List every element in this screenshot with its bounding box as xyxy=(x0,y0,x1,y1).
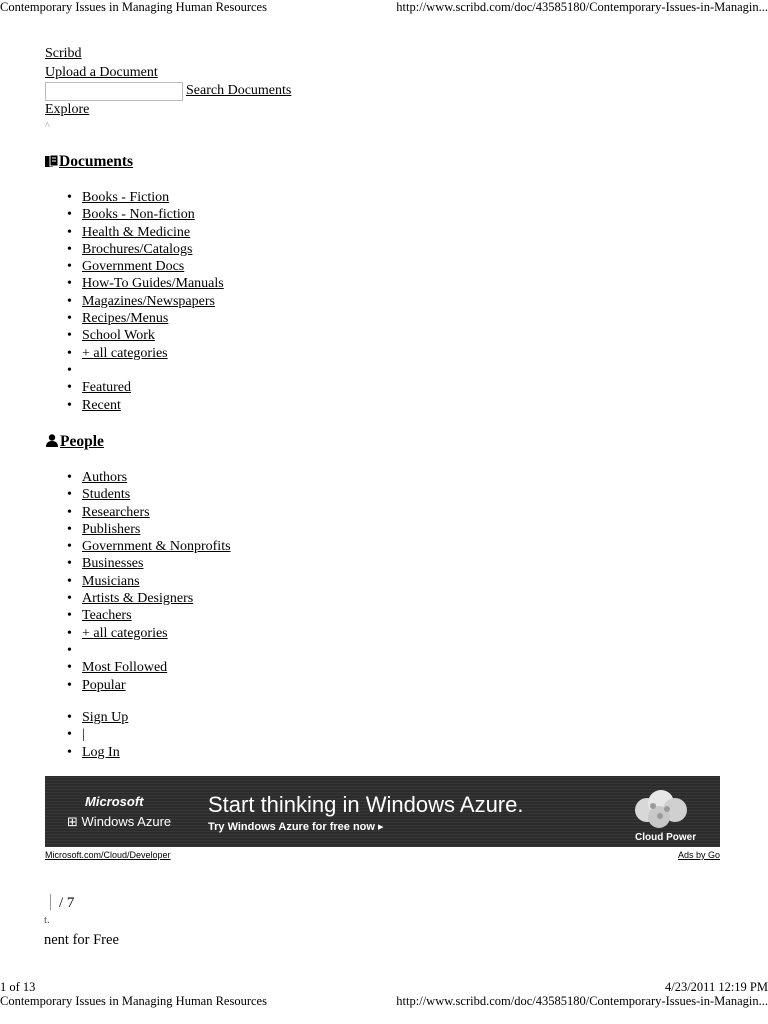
separator: | xyxy=(82,727,85,743)
people-category-list xyxy=(65,469,231,694)
people-category-item xyxy=(65,521,231,538)
people-category-link[interactable]: Authors xyxy=(82,470,128,485)
documents-heading-link[interactable]: Documents xyxy=(59,153,134,170)
documents-category-link[interactable]: Health & Medicine xyxy=(82,224,191,240)
person-icon xyxy=(45,434,59,452)
people-category-link[interactable]: Musicians xyxy=(82,573,140,589)
documents-category-item xyxy=(65,206,224,223)
print-footer-page: 1 of 13 xyxy=(0,980,36,994)
people-category-item xyxy=(65,677,231,694)
documents-category-link[interactable]: How-To Guides/Manuals xyxy=(82,276,224,292)
cloud-icon xyxy=(629,788,691,830)
page-counter: / 7 xyxy=(44,894,74,912)
documents-category-item xyxy=(65,379,224,396)
account-item xyxy=(65,744,128,761)
ad-cta[interactable]: Try Windows Azure for free now ▸ xyxy=(208,821,384,833)
people-category-item xyxy=(65,469,231,486)
search-input[interactable] xyxy=(45,82,183,101)
documents-category-link[interactable]: Recipes/Menus xyxy=(82,311,169,327)
ad-link[interactable]: Microsoft.com/Cloud/Developer xyxy=(45,850,171,860)
scribd-logo-link[interactable]: Scribd xyxy=(45,46,82,61)
upload-document-link[interactable]: Upload a Document xyxy=(45,64,158,80)
people-category-link[interactable]: Artists & Designers xyxy=(82,591,194,607)
documents-category-item xyxy=(65,189,224,206)
windows-logo-icon: ⊞ xyxy=(67,814,78,829)
people-category-item xyxy=(65,486,231,503)
people-category-link[interactable]: Government & Nonprofits xyxy=(82,539,231,555)
people-category-link[interactable]: Businesses xyxy=(82,556,144,572)
people-category-link[interactable]: + all categories xyxy=(82,625,168,641)
documents-category-link[interactable]: Recent xyxy=(82,397,121,413)
people-category-item xyxy=(65,573,231,590)
account-links xyxy=(65,709,128,761)
documents-category-link[interactable]: Brochures/Catalogs xyxy=(82,241,193,257)
documents-heading[interactable] xyxy=(45,153,133,172)
documents-category-link[interactable]: + all categories xyxy=(82,345,168,361)
account-link[interactable]: Sign Up xyxy=(82,710,129,725)
print-header-url: http://www.scribd.com/doc/43585180/Contemporary-Issues-in-Managin... xyxy=(396,0,768,14)
account-link[interactable]: Log In xyxy=(82,744,120,760)
documents-category-item xyxy=(65,275,224,292)
ad-brand: Microsoft xyxy=(85,794,144,809)
page-number-input[interactable] xyxy=(44,894,51,910)
people-category-item xyxy=(65,555,231,572)
documents-category-link[interactable]: Books - Fiction xyxy=(82,190,170,205)
print-header-title: Contemporary Issues in Managing Human Resources xyxy=(0,0,267,14)
people-category-item xyxy=(65,625,231,642)
ad-headline: Start thinking in Windows Azure. xyxy=(208,792,524,817)
people-category-link[interactable]: Researchers xyxy=(82,504,150,520)
documents-category-item xyxy=(65,310,224,327)
top-navigation xyxy=(45,45,291,138)
documents-category-link[interactable]: Magazines/Newspapers xyxy=(82,293,215,309)
people-category-link[interactable]: Popular xyxy=(82,677,126,693)
ad-tagline: Cloud Power xyxy=(635,832,697,843)
explore-link[interactable]: Explore xyxy=(45,101,90,117)
documents-category-item xyxy=(65,362,224,379)
documents-category-item xyxy=(65,345,224,362)
print-footer-title: Contemporary Issues in Managing Human Resources xyxy=(0,994,267,1008)
document-icon xyxy=(45,154,58,172)
people-category-item xyxy=(65,504,231,521)
collapse-caret-icon[interactable]: ^ xyxy=(45,121,50,132)
account-item xyxy=(65,709,128,726)
ads-by-google-link[interactable]: Ads by Go xyxy=(677,850,720,860)
ad-banner[interactable] xyxy=(45,776,720,847)
print-footer-url: http://www.scribd.com/doc/43585180/Contemporary-Issues-in-Managin... xyxy=(396,994,768,1008)
viewer-fragment: t. xyxy=(44,914,50,926)
documents-category-item xyxy=(65,397,224,414)
documents-category-link[interactable]: School Work xyxy=(82,328,155,344)
print-footer-datetime: 4/23/2011 12:19 PM xyxy=(664,980,768,994)
documents-category-link[interactable]: Government Docs xyxy=(82,259,185,275)
people-category-link[interactable]: Publishers xyxy=(82,521,141,537)
documents-category-list xyxy=(65,189,224,414)
people-heading[interactable] xyxy=(45,433,104,452)
people-category-link[interactable]: Teachers xyxy=(82,608,132,624)
people-category-link[interactable]: Students xyxy=(82,487,131,503)
documents-category-link[interactable]: Featured xyxy=(82,380,131,396)
documents-category-link[interactable]: Books - Non-fiction xyxy=(82,207,195,223)
people-category-item xyxy=(65,607,231,624)
arrow-right-icon: ▸ xyxy=(378,821,384,833)
people-category-item xyxy=(65,590,231,607)
documents-category-item xyxy=(65,224,224,241)
documents-category-item xyxy=(65,293,224,310)
account-item xyxy=(65,726,128,743)
people-category-item xyxy=(65,538,231,555)
ad-product: ⊞ Windows Azure xyxy=(67,814,172,829)
search-bar xyxy=(45,82,291,101)
documents-category-item xyxy=(65,258,224,275)
people-category-item xyxy=(65,659,231,676)
people-heading-link[interactable]: People xyxy=(60,433,104,450)
documents-category-item xyxy=(65,327,224,344)
download-free-text[interactable]: nent for Free xyxy=(44,932,119,948)
documents-category-item xyxy=(65,241,224,258)
search-documents-button[interactable]: Search Documents xyxy=(186,83,292,98)
people-category-item xyxy=(65,642,231,659)
people-category-link[interactable]: Most Followed xyxy=(82,660,168,676)
